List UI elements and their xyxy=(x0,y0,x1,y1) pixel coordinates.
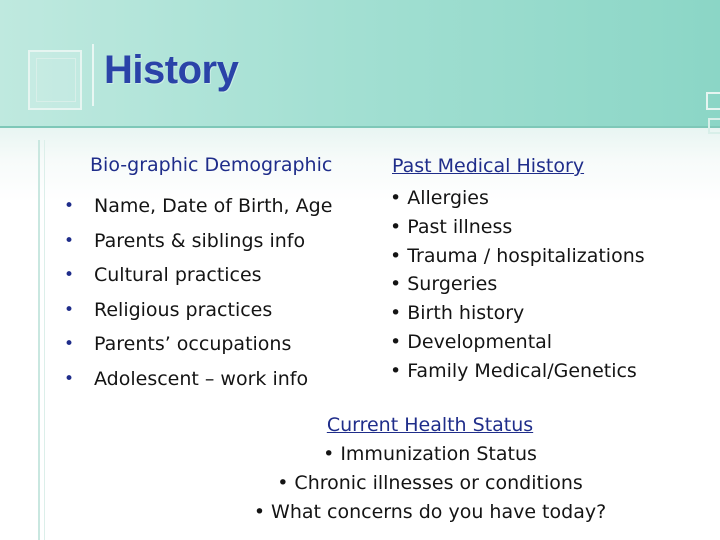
list-item: • Chronic illnesses or conditions xyxy=(277,472,583,494)
bullet-icon: • xyxy=(64,368,75,389)
decorative-left-bar-thin xyxy=(44,140,45,540)
list-item: • Family Medical/Genetics xyxy=(390,359,637,382)
current-health-status-block xyxy=(180,410,680,527)
current-health-status-heading: Current Health Status xyxy=(326,414,534,436)
decorative-vertical-line xyxy=(92,44,94,106)
bullet-icon: • xyxy=(64,230,75,251)
past-medical-history-heading: Past Medical History xyxy=(392,155,585,177)
decorative-right-square xyxy=(706,92,720,110)
list-item-label: Religious practices xyxy=(94,298,273,321)
list-item-label: Name, Date of Birth, Age xyxy=(94,195,333,217)
list-item: • Surgeries xyxy=(390,273,498,296)
list-item: • Trauma / hospitalizations xyxy=(390,244,645,267)
list-item: • Birth history xyxy=(390,302,525,325)
list-item-label: Parents & siblings info xyxy=(94,229,306,252)
list-item: • Past illness xyxy=(390,215,513,238)
past-medical-history-list xyxy=(390,184,645,386)
slide-title: History xyxy=(104,48,239,92)
list-item: • Immunization Status xyxy=(323,443,537,465)
list-item-label: Adolescent – work info xyxy=(94,367,309,390)
current-health-status-list xyxy=(180,440,680,527)
decorative-square-inner xyxy=(36,58,76,102)
list-item: • Allergies xyxy=(390,187,489,209)
bullet-icon: • xyxy=(64,334,75,354)
list-item: • What concerns do you have today? xyxy=(253,501,607,523)
list-item-label: Cultural practices xyxy=(94,264,262,286)
decorative-right-square-lower xyxy=(708,118,720,134)
biographic-heading: Bio-graphic Demographic xyxy=(90,154,333,176)
bullet-icon: • xyxy=(64,299,75,320)
bullet-icon: • xyxy=(64,265,75,285)
list-item: • Developmental xyxy=(390,330,553,353)
bullet-icon: • xyxy=(64,196,75,216)
list-item-label: Parents’ occupations xyxy=(94,333,292,355)
decorative-left-bar xyxy=(38,140,40,540)
